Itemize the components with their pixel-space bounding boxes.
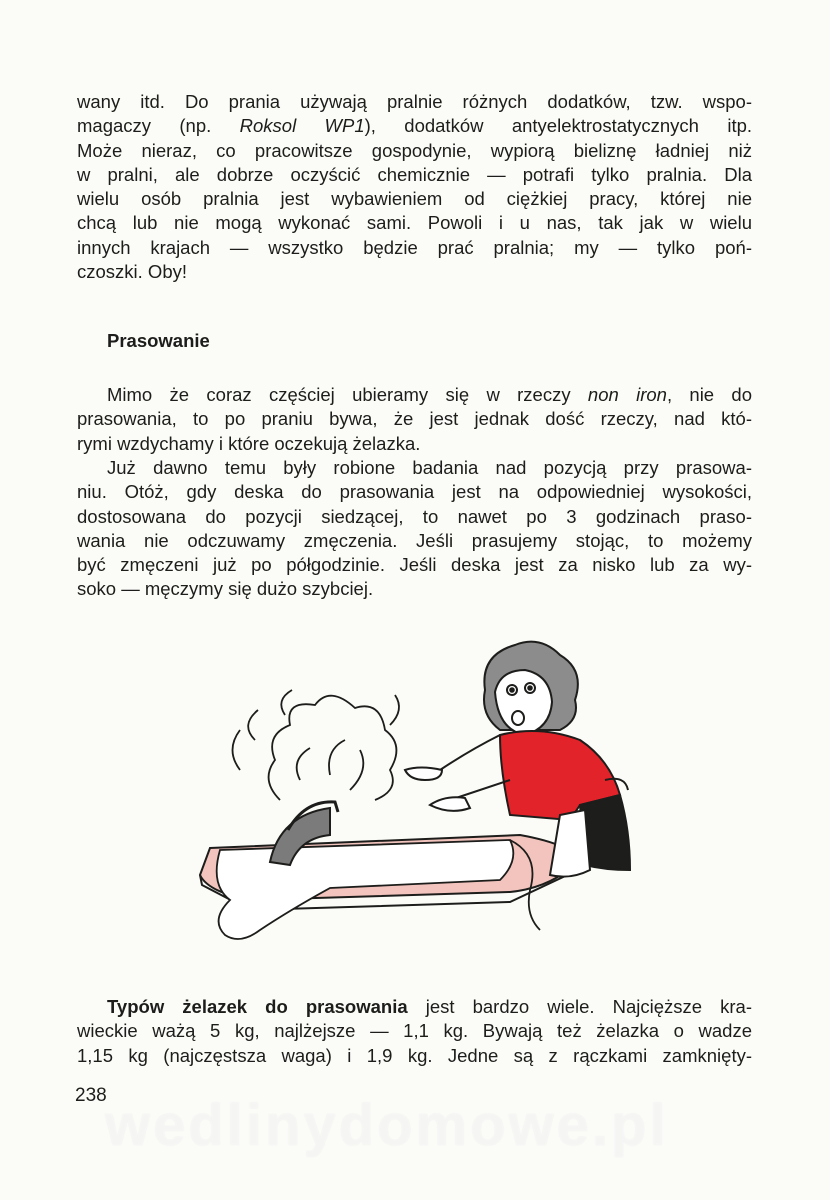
text-line: magaczy (np. Roksol WP1), dodatków antyelektrostatycznych itp.	[77, 115, 753, 137]
paragraph-laundry	[77, 90, 752, 284]
text-line: Może nieraz, co pracowitsze gospodynie, wypiorą bieliznę ładniej niż	[77, 139, 752, 161]
text-line: wielu osób pralnia jest wybawieniem od ciężkiej pracy, której nie	[77, 188, 752, 210]
page-number: 238	[75, 1085, 107, 1106]
italic-term: non iron	[587, 384, 667, 405]
text-line: innych krajach — wszystko będzie prać pralnia; my — tylko poń-	[77, 236, 752, 258]
text-line: czoszki. Oby!	[77, 261, 187, 283]
text-line: niu. Otóż, gdy deska do prasowania jest na odpowiedniej wysokości,	[77, 481, 752, 503]
hand	[430, 797, 470, 811]
text-line: prasowania, to po praniu bywa, że jest jednak dość rzeczy, nad któ-	[77, 408, 752, 430]
text-line: soko — męczymy się dużo szybciej.	[77, 578, 374, 600]
text-line: Mimo że coraz częściej ubieramy się w rzeczy non iron, nie do	[107, 384, 752, 405]
text-line: być zmęczeni już po półgodzinie. Jeśli deska jest za nisko lub za wy-	[77, 554, 752, 576]
text-line: w pralni, ale dobrze oczyścić chemicznie — potrafi tylko pralnia. Dla	[77, 163, 752, 185]
text-line: Już dawno temu były robione badania nad pozycją przy prasowa-	[107, 457, 752, 478]
smoke	[233, 690, 400, 800]
hand	[405, 768, 442, 781]
text-line: 1,15 kg (najczęstsza waga) i 1,9 kg. Jedne są z rączkami zamknięty-	[77, 1044, 752, 1066]
product-name: Roksol WP1	[239, 115, 365, 137]
text-line: rymi wzdychamy i które oczekują żelazka.	[77, 432, 421, 454]
bold-term: Typów żelazek do prasowania	[107, 996, 408, 1017]
paragraph-ironing-position	[77, 456, 752, 602]
apron	[550, 810, 590, 877]
paragraph-non-iron	[77, 383, 752, 456]
text-line: dostosowana do pozycji siedzącej, to nawet po 3 godzinach praso-	[77, 505, 752, 527]
text-line: Typów żelazek do prasowania jest bardzo wiele. Najcięższe kra-	[107, 996, 752, 1017]
text-line: wieckie ważą 5 kg, najlżejsze — 1,1 kg. Bywają też żelazka o wadze	[77, 1020, 752, 1042]
ironing-illustration	[180, 630, 650, 960]
paragraph-iron-types	[77, 995, 752, 1068]
text-line: wania nie odczuwamy zmęczenia. Jeśli prasujemy stojąc, to możemy	[77, 529, 752, 551]
text-line: wany itd. Do prania używają pralnie różnych dodatków, tzw. wspo-	[77, 91, 752, 112]
text-line: chcą lub nie mogą wykonać sami. Powoli i u nas, tak jak w wielu	[77, 212, 752, 234]
watermark: wedlinydomowe.pl	[105, 1093, 669, 1158]
section-heading: Prasowanie	[107, 330, 210, 351]
